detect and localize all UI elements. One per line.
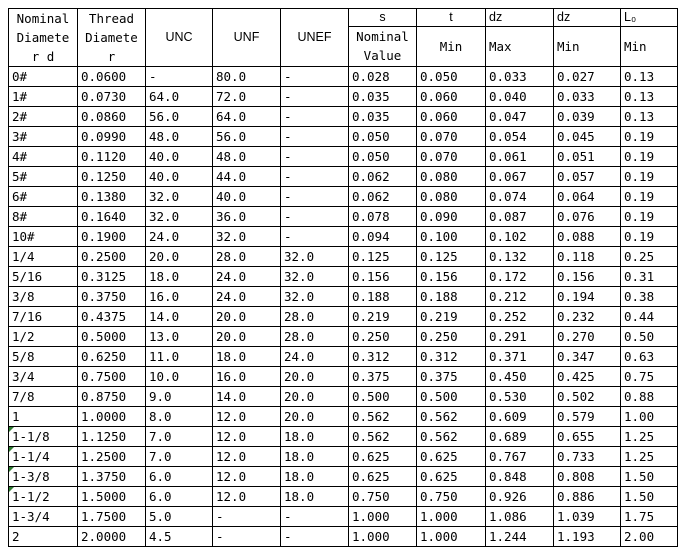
cell-unf[interactable]: - [213,527,281,547]
cell-dz-max[interactable]: 0.291 [486,327,554,347]
cell-lo[interactable]: 0.38 [621,287,678,307]
cell-dz-min[interactable]: 0.076 [554,207,621,227]
cell-dz-min[interactable]: 0.156 [554,267,621,287]
cell-unef[interactable]: - [281,147,349,167]
cell-unef[interactable]: - [281,87,349,107]
cell-dz-min[interactable]: 0.051 [554,147,621,167]
cell-dz-max[interactable]: 0.212 [486,287,554,307]
cell-s[interactable]: 0.156 [349,267,417,287]
cell-dz-max[interactable]: 1.244 [486,527,554,547]
cell-s[interactable]: 0.625 [349,467,417,487]
cell-unc[interactable]: 48.0 [146,127,213,147]
cell-s[interactable]: 0.050 [349,127,417,147]
cell-unef[interactable]: 28.0 [281,307,349,327]
cell-unf[interactable]: 12.0 [213,487,281,507]
cell-nominal[interactable]: 7/8 [9,387,78,407]
cell-thread[interactable]: 0.7500 [78,367,146,387]
table-row [9,207,678,227]
cell-dz-max[interactable]: 0.061 [486,147,554,167]
cell-lo[interactable]: 0.19 [621,207,678,227]
cell-thread[interactable]: 0.6250 [78,347,146,367]
cell-unc[interactable]: 10.0 [146,367,213,387]
cell-unf[interactable]: 16.0 [213,367,281,387]
cell-unc[interactable]: 18.0 [146,267,213,287]
cell-dz-min[interactable]: 0.425 [554,367,621,387]
cell-dz-min[interactable]: 0.033 [554,87,621,107]
cell-unc[interactable]: 56.0 [146,107,213,127]
cell-thread[interactable]: 1.3750 [78,467,146,487]
header-dz-min[interactable]: dz [554,9,621,27]
cell-unf[interactable]: 64.0 [213,107,281,127]
cell-thread[interactable]: 1.5000 [78,487,146,507]
cell-thread[interactable]: 0.1380 [78,187,146,207]
cell-lo[interactable]: 0.19 [621,167,678,187]
cell-dz-min[interactable]: 0.064 [554,187,621,207]
cell-unf[interactable]: 56.0 [213,127,281,147]
cell-unc[interactable]: 5.0 [146,507,213,527]
cell-s[interactable]: 0.035 [349,87,417,107]
cell-lo[interactable]: 0.13 [621,67,678,87]
cell-unc[interactable]: 32.0 [146,207,213,227]
cell-dz-min[interactable]: 0.502 [554,387,621,407]
cell-t[interactable]: 0.125 [417,247,486,267]
cell-dz-max[interactable]: 0.067 [486,167,554,187]
cell-t[interactable]: 0.090 [417,207,486,227]
cell-dz-max[interactable]: 0.530 [486,387,554,407]
cell-lo[interactable]: 0.63 [621,347,678,367]
cell-lo[interactable]: 0.50 [621,327,678,347]
cell-unef[interactable]: - [281,67,349,87]
cell-t[interactable]: 0.188 [417,287,486,307]
cell-lo[interactable]: 0.88 [621,387,678,407]
cell-unef[interactable]: 18.0 [281,447,349,467]
cell-unc[interactable]: 20.0 [146,247,213,267]
cell-unc[interactable]: 11.0 [146,347,213,367]
cell-t[interactable]: 0.100 [417,227,486,247]
cell-nominal[interactable]: 3/8 [9,287,78,307]
cell-unc[interactable]: 40.0 [146,147,213,167]
cell-lo[interactable]: 0.75 [621,367,678,387]
cell-thread[interactable]: 0.0730 [78,87,146,107]
table-row [9,167,678,187]
cell-nominal[interactable]: 1/2 [9,327,78,347]
cell-dz-max[interactable]: 1.086 [486,507,554,527]
cell-lo[interactable]: 1.75 [621,507,678,527]
cell-unf[interactable]: 14.0 [213,387,281,407]
cell-nominal[interactable]: 5# [9,167,78,187]
cell-t[interactable]: 0.156 [417,267,486,287]
cell-thread[interactable]: 0.3125 [78,267,146,287]
table-row [9,467,678,487]
header-t-min[interactable]: Min [417,27,486,67]
table-row [9,387,678,407]
cell-dz-max[interactable]: 0.033 [486,67,554,87]
cell-unf[interactable]: 12.0 [213,467,281,487]
cell-nominal[interactable]: 7/16 [9,307,78,327]
header-thread-diameter[interactable]: Thread Diamete r [78,9,146,67]
cell-unf[interactable]: 18.0 [213,347,281,367]
cell-unc[interactable]: 6.0 [146,487,213,507]
cell-dz-min[interactable]: 0.232 [554,307,621,327]
cell-dz-max[interactable]: 0.689 [486,427,554,447]
cell-unef[interactable]: - [281,107,349,127]
table-row [9,307,678,327]
cell-dz-max[interactable]: 0.767 [486,447,554,467]
cell-dz-min[interactable]: 1.039 [554,507,621,527]
table-row [9,407,678,427]
cell-dz-min[interactable]: 0.045 [554,127,621,147]
cell-unef[interactable]: - [281,507,349,527]
cell-dz-min[interactable]: 0.733 [554,447,621,467]
cell-unc[interactable]: - [146,67,213,87]
cell-unef[interactable]: 20.0 [281,387,349,407]
cell-thread[interactable]: 0.3750 [78,287,146,307]
cell-unef[interactable]: 32.0 [281,267,349,287]
cell-t[interactable]: 0.060 [417,107,486,127]
cell-nominal[interactable]: 1-1/8 [9,427,78,447]
cell-unf[interactable]: 20.0 [213,327,281,347]
cell-t[interactable]: 0.080 [417,187,486,207]
cell-thread[interactable]: 1.2500 [78,447,146,467]
cell-nominal[interactable]: 1-3/4 [9,507,78,527]
cell-thread[interactable]: 1.0000 [78,407,146,427]
cell-s[interactable]: 0.219 [349,307,417,327]
cell-s[interactable]: 0.078 [349,207,417,227]
cell-lo[interactable]: 1.25 [621,427,678,447]
header-s-nominal-value[interactable]: Nominal Value [349,27,417,67]
cell-t[interactable]: 0.562 [417,407,486,427]
cell-unc[interactable]: 9.0 [146,387,213,407]
cell-lo[interactable]: 0.19 [621,127,678,147]
cell-unc[interactable]: 4.5 [146,527,213,547]
cell-dz-max[interactable]: 0.252 [486,307,554,327]
cell-unef[interactable]: - [281,527,349,547]
cell-thread[interactable]: 0.2500 [78,247,146,267]
cell-unf[interactable]: 32.0 [213,227,281,247]
cell-s[interactable]: 0.062 [349,167,417,187]
cell-nominal[interactable]: 6# [9,187,78,207]
cell-t[interactable]: 0.219 [417,307,486,327]
cell-t[interactable]: 1.000 [417,527,486,547]
cell-dz-max[interactable]: 0.054 [486,127,554,147]
cell-thread[interactable]: 0.1900 [78,227,146,247]
cell-nominal[interactable]: 2# [9,107,78,127]
cell-unef[interactable]: 32.0 [281,287,349,307]
table-row [9,67,678,87]
cell-t[interactable]: 1.000 [417,507,486,527]
cell-unf[interactable]: 12.0 [213,427,281,447]
cell-unef[interactable]: 18.0 [281,427,349,447]
table-row [9,487,678,507]
cell-unc[interactable]: 40.0 [146,167,213,187]
cell-nominal[interactable]: 3# [9,127,78,147]
cell-thread[interactable]: 0.0600 [78,67,146,87]
cell-unc[interactable]: 64.0 [146,87,213,107]
cell-unf[interactable]: 36.0 [213,207,281,227]
cell-dz-max[interactable]: 0.371 [486,347,554,367]
cell-unef[interactable]: - [281,127,349,147]
header-s[interactable]: s [349,9,417,27]
cell-nominal[interactable]: 8# [9,207,78,227]
cell-unf[interactable]: 72.0 [213,87,281,107]
cell-t[interactable]: 0.625 [417,467,486,487]
cell-unef[interactable]: - [281,167,349,187]
cell-t[interactable]: 0.060 [417,87,486,107]
cell-unc[interactable]: 16.0 [146,287,213,307]
cell-s[interactable]: 0.500 [349,387,417,407]
cell-lo[interactable]: 1.00 [621,407,678,427]
cell-dz-min[interactable]: 0.347 [554,347,621,367]
cell-nominal[interactable]: 1/4 [9,247,78,267]
cell-lo[interactable]: 1.25 [621,447,678,467]
cell-unef[interactable]: - [281,207,349,227]
cell-nominal[interactable]: 2 [9,527,78,547]
cell-s[interactable]: 1.000 [349,527,417,547]
cell-thread[interactable]: 0.1120 [78,147,146,167]
cell-unc[interactable]: 24.0 [146,227,213,247]
cell-dz-min[interactable]: 0.655 [554,427,621,447]
cell-s[interactable]: 0.250 [349,327,417,347]
cell-nominal[interactable]: 1 [9,407,78,427]
table-row [9,287,678,307]
cell-dz-max[interactable]: 0.087 [486,207,554,227]
cell-dz-min[interactable]: 0.886 [554,487,621,507]
header-dz-max[interactable]: dz [486,9,554,27]
cell-unef[interactable]: 18.0 [281,487,349,507]
cell-t[interactable]: 0.312 [417,347,486,367]
cell-unf[interactable]: 44.0 [213,167,281,187]
cell-nominal[interactable]: 0# [9,67,78,87]
table-row [9,327,678,347]
cell-thread[interactable]: 0.0990 [78,127,146,147]
cell-dz-max[interactable]: 0.047 [486,107,554,127]
table-row [9,427,678,447]
cell-dz-min[interactable]: 1.193 [554,527,621,547]
cell-indicator-icon [9,427,14,432]
cell-dz-max[interactable]: 0.040 [486,87,554,107]
cell-unf[interactable]: 80.0 [213,67,281,87]
cell-unf[interactable]: - [213,507,281,527]
cell-lo[interactable]: 1.50 [621,487,678,507]
cell-unf[interactable]: 20.0 [213,307,281,327]
cell-s[interactable]: 0.188 [349,287,417,307]
cell-nominal[interactable]: 4# [9,147,78,167]
cell-thread[interactable]: 0.1250 [78,167,146,187]
cell-thread[interactable]: 0.1640 [78,207,146,227]
cell-s[interactable]: 0.094 [349,227,417,247]
cell-thread[interactable]: 1.1250 [78,427,146,447]
header-dz-max-sub[interactable]: Max [486,27,554,67]
header-lo-sub[interactable]: Min [621,27,678,67]
cell-lo[interactable]: 1.50 [621,467,678,487]
cell-lo[interactable]: 0.13 [621,87,678,107]
cell-thread[interactable]: 0.8750 [78,387,146,407]
cell-dz-min[interactable]: 0.027 [554,67,621,87]
cell-unef[interactable]: - [281,187,349,207]
cell-lo[interactable]: 0.31 [621,267,678,287]
cell-t[interactable]: 0.500 [417,387,486,407]
table-row [9,367,678,387]
cell-lo[interactable]: 0.25 [621,247,678,267]
cell-dz-min[interactable]: 0.579 [554,407,621,427]
cell-thread[interactable]: 0.5000 [78,327,146,347]
cell-t[interactable]: 0.750 [417,487,486,507]
cell-unc[interactable]: 8.0 [146,407,213,427]
cell-indicator-icon [9,487,14,492]
cell-dz-max[interactable]: 0.926 [486,487,554,507]
cell-t[interactable]: 0.070 [417,147,486,167]
cell-nominal[interactable]: 1-1/2 [9,487,78,507]
cell-dz-min[interactable]: 0.194 [554,287,621,307]
table-row [9,267,678,287]
cell-nominal[interactable]: 3/4 [9,367,78,387]
cell-unc[interactable]: 6.0 [146,467,213,487]
cell-t[interactable]: 0.562 [417,427,486,447]
cell-unc[interactable]: 7.0 [146,427,213,447]
table-row [9,227,678,247]
table-row [9,527,678,547]
cell-unf[interactable]: 24.0 [213,267,281,287]
header-unc[interactable]: UNC [146,9,213,67]
cell-indicator-icon [9,467,14,472]
cell-dz-max[interactable]: 0.102 [486,227,554,247]
cell-s[interactable]: 0.028 [349,67,417,87]
cell-thread[interactable]: 2.0000 [78,527,146,547]
cell-s[interactable]: 0.035 [349,107,417,127]
header-dz-min-sub[interactable]: Min [554,27,621,67]
header-nominal-diameter[interactable]: Nominal Diamete r d [9,9,78,67]
table-row [9,127,678,147]
cell-dz-max[interactable]: 0.609 [486,407,554,427]
cell-t[interactable]: 0.625 [417,447,486,467]
cell-nominal[interactable]: 1-1/4 [9,447,78,467]
cell-s[interactable]: 0.375 [349,367,417,387]
table-row [9,347,678,367]
cell-lo[interactable]: 0.13 [621,107,678,127]
cell-unf[interactable]: 40.0 [213,187,281,207]
cell-unc[interactable]: 14.0 [146,307,213,327]
table-body [9,67,678,547]
cell-unef[interactable]: 20.0 [281,407,349,427]
cell-thread[interactable]: 0.4375 [78,307,146,327]
table-row [9,447,678,467]
cell-t[interactable]: 0.050 [417,67,486,87]
cell-nominal[interactable]: 5/16 [9,267,78,287]
cell-t[interactable]: 0.070 [417,127,486,147]
cell-unf[interactable]: 48.0 [213,147,281,167]
cell-t[interactable]: 0.375 [417,367,486,387]
cell-s[interactable]: 0.050 [349,147,417,167]
cell-unef[interactable]: - [281,227,349,247]
thread-spec-table [8,8,678,547]
cell-dz-min[interactable]: 0.088 [554,227,621,247]
cell-unf[interactable]: 12.0 [213,407,281,427]
cell-s[interactable]: 0.062 [349,187,417,207]
cell-s[interactable]: 0.125 [349,247,417,267]
cell-nominal[interactable]: 10# [9,227,78,247]
cell-dz-min[interactable]: 0.808 [554,467,621,487]
cell-dz-max[interactable]: 0.450 [486,367,554,387]
cell-unef[interactable]: 32.0 [281,247,349,267]
cell-lo[interactable]: 0.44 [621,307,678,327]
cell-unc[interactable]: 13.0 [146,327,213,347]
cell-indicator-icon [9,447,14,452]
cell-lo[interactable]: 0.19 [621,147,678,167]
table-row [9,247,678,267]
cell-s[interactable]: 0.562 [349,427,417,447]
cell-t[interactable]: 0.250 [417,327,486,347]
cell-dz-max[interactable]: 0.172 [486,267,554,287]
cell-dz-min[interactable]: 0.270 [554,327,621,347]
cell-nominal[interactable]: 1-3/8 [9,467,78,487]
cell-dz-min[interactable]: 0.039 [554,107,621,127]
cell-lo[interactable]: 0.19 [621,187,678,207]
table-row [9,147,678,167]
cell-s[interactable]: 1.000 [349,507,417,527]
cell-unef[interactable]: 24.0 [281,347,349,367]
cell-unf[interactable]: 28.0 [213,247,281,267]
cell-nominal[interactable]: 1# [9,87,78,107]
cell-unc[interactable]: 32.0 [146,187,213,207]
cell-unef[interactable]: 20.0 [281,367,349,387]
header-t[interactable]: t [417,9,486,27]
cell-thread[interactable]: 0.0860 [78,107,146,127]
table-row [9,107,678,127]
header-unf[interactable]: UNF [213,9,281,67]
cell-unef[interactable]: 18.0 [281,467,349,487]
header-unef[interactable]: UNEF [281,9,349,67]
cell-unef[interactable]: 28.0 [281,327,349,347]
cell-dz-min[interactable]: 0.118 [554,247,621,267]
cell-unc[interactable]: 7.0 [146,447,213,467]
table-row [9,507,678,527]
cell-lo[interactable]: 2.00 [621,527,678,547]
cell-s[interactable]: 0.562 [349,407,417,427]
cell-unf[interactable]: 12.0 [213,447,281,467]
cell-s[interactable]: 0.750 [349,487,417,507]
cell-unf[interactable]: 24.0 [213,287,281,307]
cell-dz-max[interactable]: 0.132 [486,247,554,267]
cell-thread[interactable]: 1.7500 [78,507,146,527]
cell-dz-min[interactable]: 0.057 [554,167,621,187]
cell-s[interactable]: 0.312 [349,347,417,367]
cell-lo[interactable]: 0.19 [621,227,678,247]
cell-nominal[interactable]: 5/8 [9,347,78,367]
cell-t[interactable]: 0.080 [417,167,486,187]
cell-dz-max[interactable]: 0.848 [486,467,554,487]
table-row [9,187,678,207]
cell-dz-max[interactable]: 0.074 [486,187,554,207]
cell-s[interactable]: 0.625 [349,447,417,467]
header-lo[interactable]: L₀ [621,9,678,27]
table-row [9,87,678,107]
